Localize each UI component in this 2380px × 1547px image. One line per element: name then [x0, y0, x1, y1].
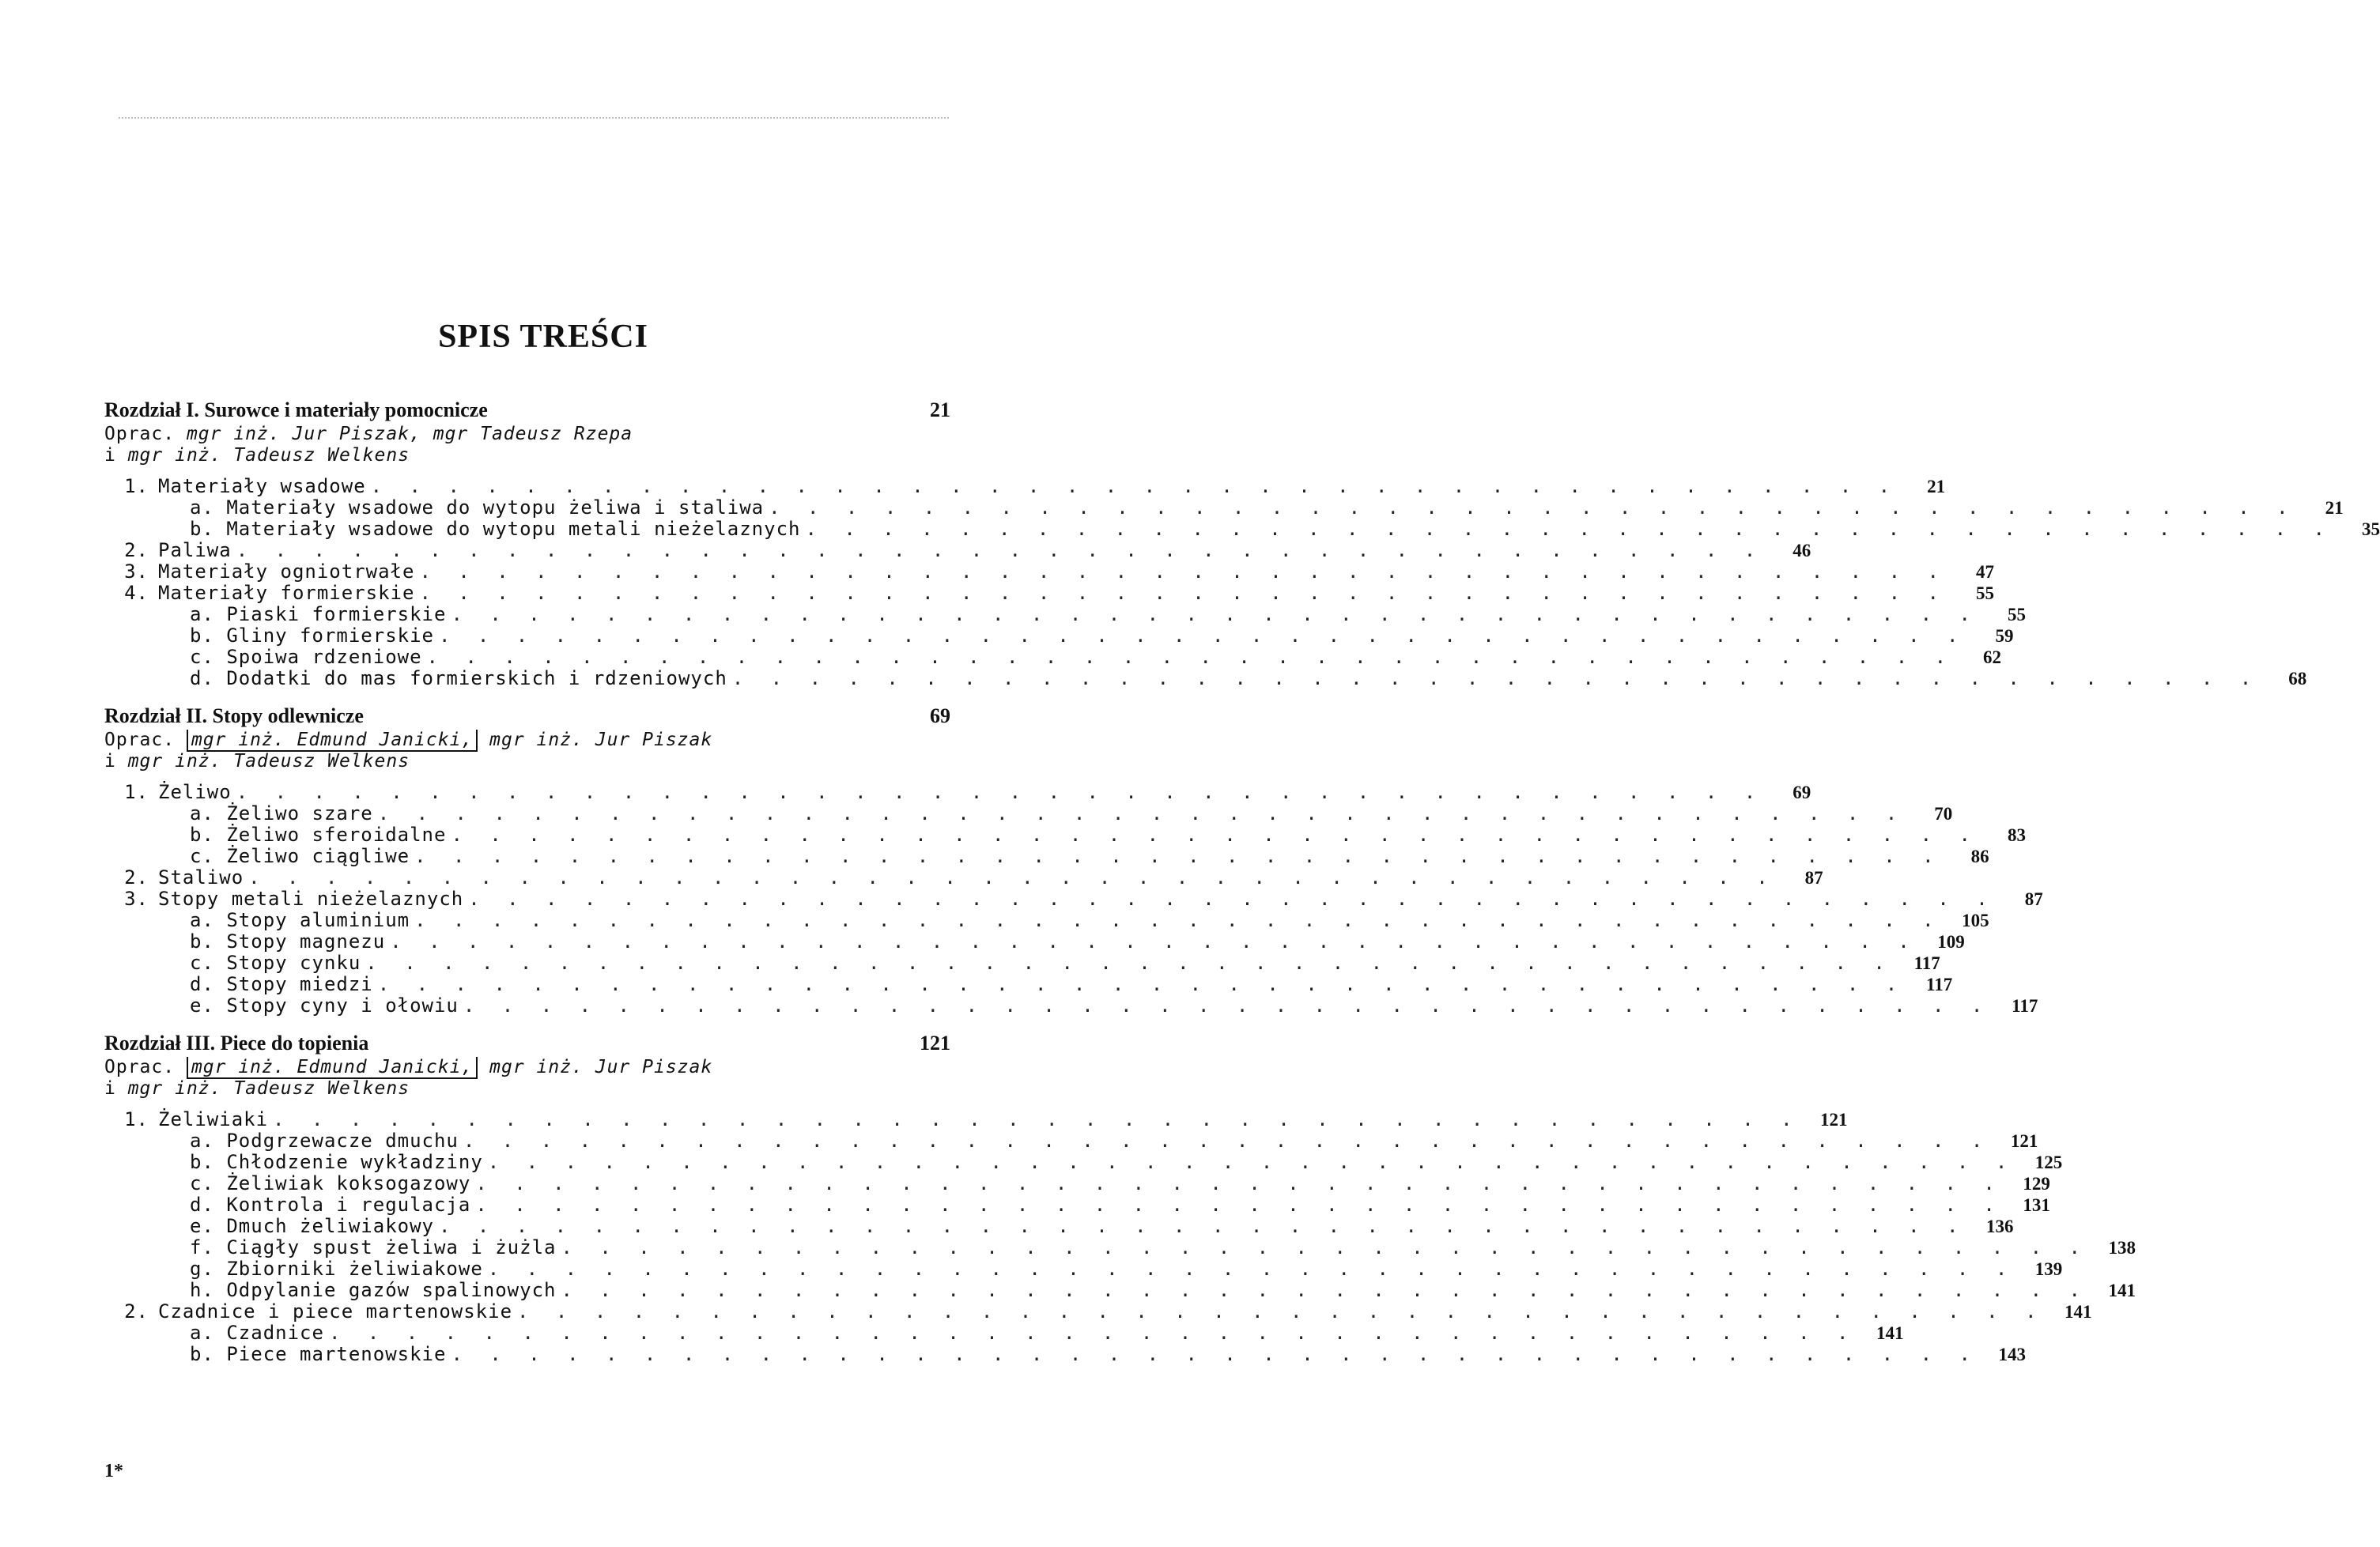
author-text: mgr inż. Jur Piszak: [478, 1057, 713, 1077]
entry-page-number: 21: [2325, 498, 2344, 518]
toc-entry: [104, 1236, 2136, 1258]
toc-entry: [104, 952, 1940, 974]
entry-page-number: 35: [2361, 519, 2380, 539]
chapter-heading: [104, 705, 950, 726]
dot-leader: . . . . . . . . . . . . . . . . . . . . . . . . . . . . . . . . . . . . . . . .: [426, 646, 1955, 668]
toc-entry: [104, 603, 2026, 625]
dot-leader: . . . . . . . . . . . . . . . . . . . . . . . . . . . . . . . . . . . . . . . .: [475, 1194, 2003, 1216]
chapter-authors: [104, 1057, 950, 1100]
toc-entry: [104, 824, 2026, 846]
entry-title: c. Stopy cynku: [190, 952, 361, 974]
toc-entry: [104, 1172, 2050, 1194]
entry-page-number: 86: [1970, 847, 1989, 866]
entry-title: Staliwo: [158, 866, 244, 889]
author-text: mgr inż. Tadeusz Welkens: [127, 1078, 410, 1099]
entry-page-number: 46: [1793, 541, 1811, 560]
chapter-authors: [104, 730, 950, 772]
toc-entry: [104, 909, 1989, 931]
dot-leader: . . . . . . . . . . . . . . . . . . . . . . . . . . . . . . . . . . . . . . . .: [561, 1279, 2088, 1301]
chapter-page-number: 121: [920, 1032, 950, 1055]
dot-leader: . . . . . . . . . . . . . . . . . . . . . . . . . . . . . . . . . . . . . . . .: [414, 845, 1942, 867]
toc-entry: [104, 1300, 2092, 1322]
page-title: SPIS TREŚCI: [438, 319, 648, 355]
dot-leader: . . . . . . . . . . . . . . . . . . . . . . . . . . . . . . . . . . . . . . . .: [438, 1215, 1966, 1237]
entry-page-number: 139: [2034, 1259, 2063, 1279]
dot-leader: . . . . . . . . . . . . . . . . . . . . . . . . . . . . . . . . . . . . . . . .: [731, 667, 2260, 689]
entry-title: c. Żeliwo ciągliwe: [190, 845, 410, 867]
dot-leader: . . . . . . . . . . . . . . . . . . . . . . . . . . . . . . . . . . . . . . . .: [463, 1130, 1991, 1152]
toc-entry: [104, 1151, 2063, 1173]
dot-leader: . . . . . . . . . . . . . . . . . . . . . . . . . . . . . . . . . . . . . . . .: [328, 1322, 1857, 1344]
entry-page-number: 125: [2034, 1153, 2063, 1172]
dot-leader: . . . . . . . . . . . . . . . . . . . . . . . . . . . . . . . . . . . . . . . .: [236, 781, 1764, 803]
dot-leader: . . . . . . . . . . . . . . . . . . . . . . . . . . . . . . . . . . . . . . . .: [487, 1258, 2015, 1280]
chapter-title: Rozdział III. Piece do topienia: [104, 1032, 369, 1055]
toc-entry: [104, 994, 2038, 1017]
dot-leader: . . . . . . . . . . . . . . . . . . . . . . . . . . . . . . . . . . . . . . . .: [451, 1343, 1978, 1365]
entry-number: 1.: [124, 781, 149, 803]
chapter-page-number: 21: [930, 398, 950, 421]
dot-leader: . . . . . . . . . . . . . . . . . . . . . . . . . . . . . . . . . . . . . . . .: [377, 802, 1906, 824]
dot-leader: . . . . . . . . . . . . . . . . . . . . . . . . . . . . . . . . . . . . . . . .: [365, 952, 1893, 974]
dot-leader: . . . . . . . . . . . . . . . . . . . . . . . . . . . . . . . . . . . . . . . .: [805, 518, 2333, 540]
entry-page-number: 59: [1995, 626, 2014, 646]
entry-page-number: 121: [2010, 1131, 2038, 1151]
author-text: Oprac.: [104, 1057, 187, 1077]
entry-page-number: 117: [2012, 996, 2038, 1016]
entry-title: b. Chłodzenie wykładziny: [190, 1151, 483, 1173]
entry-page-number: 138: [2108, 1238, 2136, 1258]
entry-title: c. Żeliwiak koksogazowy: [190, 1172, 471, 1194]
author-text: mgr inż. Jur Piszak, mgr Tadeusz Rzepa: [186, 424, 633, 444]
entry-title: a. Piaski formierskie: [190, 603, 447, 625]
dot-leader: . . . . . . . . . . . . . . . . . . . . . . . . . . . . . . . . . . . . . . . .: [248, 866, 1776, 889]
entry-title: b. Materiały wsadowe do wytopu metali nieżelaznych: [190, 518, 801, 540]
entry-page-number: 70: [1934, 804, 1953, 824]
entry-title: Paliwa: [158, 539, 232, 561]
author-text: i: [104, 751, 128, 772]
dot-leader: . . . . . . . . . . . . . . . . . . . . . . . . . . . . . . . . . . . . . . . .: [414, 909, 1942, 931]
entry-title: g. Zbiorniki żeliwiakowe: [190, 1258, 483, 1280]
author-text: Oprac.: [104, 424, 187, 444]
dot-leader: . . . . . . . . . . . . . . . . . . . . . . . . . . . . . . . . . . . . . . . .: [451, 824, 1978, 846]
author-text: mgr inż. Tadeusz Welkens: [127, 445, 410, 466]
toc-entry: [104, 1130, 2038, 1152]
entry-page-number: 62: [1983, 647, 2002, 667]
toc-entry: [104, 802, 1953, 824]
entry-title: f. Ciągły spust żeliwa i żużla: [190, 1236, 557, 1258]
dot-leader: . . . . . . . . . . . . . . . . . . . . . . . . . . . . . . . . . . . . . . . .: [419, 582, 1947, 604]
entry-page-number: 117: [1926, 975, 1953, 994]
toc-entry: [104, 973, 1953, 995]
entry-title: d. Dodatki do mas formierskich i rdzeniowych: [190, 667, 727, 689]
dot-leader: . . . . . . . . . . . . . . . . . . . . . . . . . . . . . . . . . . . . . . . .: [468, 888, 1996, 910]
header-rule: [119, 117, 949, 119]
entry-number: 2.: [124, 1300, 149, 1322]
entry-title: b. Piece martenowskie: [190, 1343, 447, 1365]
entry-page-number: 141: [1876, 1323, 1904, 1343]
entry-page-number: 87: [1804, 868, 1823, 888]
entry-number: 2.: [124, 866, 149, 889]
entry-number: 2.: [124, 539, 149, 561]
dot-leader: . . . . . . . . . . . . . . . . . . . . . . . . . . . . . . . . . . . . . . . .: [517, 1300, 2045, 1322]
entry-title: a. Materiały wsadowe do wytopu żeliwa i staliwa: [190, 496, 765, 519]
entry-page-number: 21: [1927, 477, 1946, 496]
entry-page-number: 117: [1913, 953, 1940, 973]
entry-title: Materiały wsadowe: [158, 475, 366, 497]
entry-title: b. Żeliwo sferoidalne: [190, 824, 447, 846]
entry-page-number: 129: [2023, 1174, 2050, 1194]
entry-title: b. Gliny formierskie: [190, 624, 434, 647]
entry-title: e. Stopy cyny i ołowiu: [190, 994, 459, 1017]
author-text: i: [104, 445, 128, 466]
entry-page-number: 55: [2007, 605, 2026, 624]
chapter-heading: [104, 1032, 950, 1054]
toc-entry: [104, 1279, 2136, 1301]
dot-leader: . . . . . . . . . . . . . . . . . . . . . . . . . . . . . . . . . . . . . . . .: [487, 1151, 2015, 1173]
entry-number: 1.: [124, 1108, 149, 1130]
dot-leader: . . . . . . . . . . . . . . . . . . . . . . . . . . . . . . . . . . . . . . . .: [475, 1172, 2003, 1194]
entry-page-number: 143: [1998, 1345, 2026, 1364]
page-signature: 1*: [104, 1461, 123, 1481]
toc-entry: [104, 930, 1965, 953]
toc-entry: [104, 845, 1989, 867]
entry-title: Żeliwo: [158, 781, 232, 803]
entry-page-number: 109: [1937, 932, 1965, 952]
chapter-authors: [104, 424, 950, 466]
dot-leader: . . . . . . . . . . . . . . . . . . . . . . . . . . . . . . . . . . . . . . . .: [370, 475, 1898, 497]
entry-page-number: 47: [1975, 562, 1994, 582]
toc-entry: [104, 518, 2380, 540]
dot-leader: . . . . . . . . . . . . . . . . . . . . . . . . . . . . . . . . . . . . . . . .: [561, 1236, 2088, 1258]
entry-page-number: 68: [2288, 669, 2307, 689]
toc-entry: [104, 496, 2344, 519]
dot-leader: . . . . . . . . . . . . . . . . . . . . . . . . . . . . . . . . . . . . . . . .: [273, 1108, 1800, 1130]
entry-page-number: 141: [2108, 1281, 2136, 1300]
entry-title: c. Spoiwa rdzeniowe: [190, 646, 422, 668]
entry-title: b. Stopy magnezu: [190, 930, 386, 953]
toc-entry: [104, 646, 2002, 668]
author-text: mgr inż. Edmund Janicki,: [187, 730, 478, 752]
toc-entry: [104, 866, 1823, 889]
entry-title: h. Odpylanie gazów spalinowych: [190, 1279, 557, 1301]
toc-entry: [104, 475, 1946, 497]
entry-title: a. Czadnice: [190, 1322, 324, 1344]
entry-title: a. Stopy aluminium: [190, 909, 410, 931]
chapter-title: Rozdział II. Stopy odlewnicze: [104, 704, 364, 727]
chapter-heading: [104, 399, 950, 421]
dot-leader: . . . . . . . . . . . . . . . . . . . . . . . . . . . . . . . . . . . . . . . .: [236, 539, 1764, 561]
entry-title: Żeliwiaki: [158, 1108, 269, 1130]
chapter-page-number: 69: [930, 704, 950, 727]
toc-entry: [104, 582, 1994, 604]
entry-title: d. Stopy miedzi: [190, 973, 373, 995]
entry-number: 3.: [124, 888, 149, 910]
entry-title: a. Podgrzewacze dmuchu: [190, 1130, 459, 1152]
toc-entry: [104, 1215, 2014, 1237]
table-of-contents: [104, 398, 2380, 1365]
dot-leader: . . . . . . . . . . . . . . . . . . . . . . . . . . . . . . . . . . . . . . . .: [438, 624, 1966, 647]
entry-page-number: 105: [1962, 911, 1989, 930]
entry-number: 4.: [124, 582, 149, 604]
author-text: mgr inż. Edmund Janicki,: [187, 1057, 478, 1079]
toc-entry: [104, 667, 2307, 689]
toc-entry: [104, 1108, 1848, 1130]
entry-title: a. Żeliwo szare: [190, 802, 373, 824]
toc-entry: [104, 560, 1994, 583]
toc-entry: [104, 1194, 2050, 1216]
toc-entry: [104, 1322, 1904, 1344]
entry-page-number: 121: [1820, 1110, 1848, 1130]
dot-leader: . . . . . . . . . . . . . . . . . . . . . . . . . . . . . . . . . . . . . . . .: [769, 496, 2296, 519]
entry-title: Materiały ogniotrwałe: [158, 560, 415, 583]
chapter-title: Rozdział I. Surowce i materiały pomocnicze: [104, 398, 488, 421]
entry-page-number: 83: [2007, 825, 2026, 845]
dot-leader: . . . . . . . . . . . . . . . . . . . . . . . . . . . . . . . . . . . . . . . .: [390, 930, 1917, 953]
entry-title: Materiały formierskie: [158, 582, 415, 604]
entry-page-number: 87: [2024, 889, 2043, 909]
entry-page-number: 136: [1985, 1217, 2014, 1236]
dot-leader: . . . . . . . . . . . . . . . . . . . . . . . . . . . . . . . . . . . . . . . .: [377, 973, 1906, 995]
entry-title: d. Kontrola i regulacja: [190, 1194, 471, 1216]
entry-page-number: 69: [1793, 783, 1811, 802]
dot-leader: . . . . . . . . . . . . . . . . . . . . . . . . . . . . . . . . . . . . . . . .: [419, 560, 1947, 583]
entry-page-number: 141: [2065, 1302, 2092, 1322]
entry-page-number: 131: [2023, 1195, 2050, 1215]
toc-entry: [104, 1343, 2026, 1365]
entry-number: 1.: [124, 475, 149, 497]
author-text: i: [104, 1078, 128, 1099]
toc-entry: [104, 539, 1811, 561]
toc-entry: [104, 1258, 2063, 1280]
entry-title: Stopy metali nieżelaznych: [158, 888, 464, 910]
author-text: Oprac.: [104, 730, 187, 750]
toc-entry: [104, 781, 1811, 803]
entry-page-number: 55: [1975, 583, 1994, 603]
dot-leader: . . . . . . . . . . . . . . . . . . . . . . . . . . . . . . . . . . . . . . . .: [463, 994, 1991, 1017]
author-text: mgr inż. Jur Piszak: [478, 730, 713, 750]
dot-leader: . . . . . . . . . . . . . . . . . . . . . . . . . . . . . . . . . . . . . . . .: [451, 603, 1978, 625]
toc-entry: [104, 624, 2014, 647]
entry-title: Czadnice i piece martenowskie: [158, 1300, 513, 1322]
toc-entry: [104, 888, 2043, 910]
author-text: mgr inż. Tadeusz Welkens: [127, 751, 410, 772]
entry-title: e. Dmuch żeliwiakowy: [190, 1215, 434, 1237]
entry-number: 3.: [124, 560, 149, 583]
